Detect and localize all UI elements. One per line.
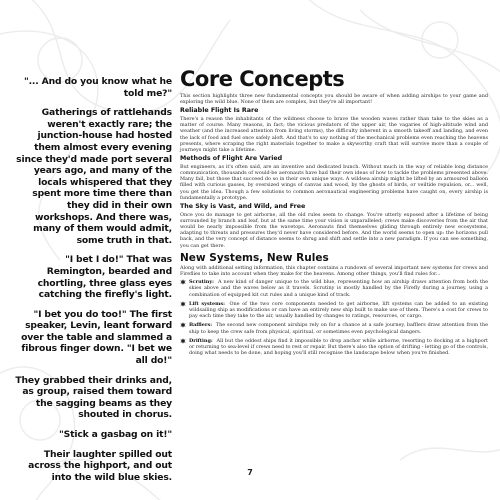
- rule-text: A new kind of danger unique to the wild blue, representing how an airship draws attention from both the skies above and the waves below as it travels. Scrutiny is mostly handled by the Firefly during a journey, using a combination of equipped kit cut rules and a unique kind of track.: [189, 279, 488, 298]
- concept-text: Once you do manage to get airborne, all the old rules seem to change. You're utterly exposed after a lifetime of being surrounded by branch and leaf, but at the same time your vision is unparalleled; crews make discoveries from the air that would be nearly impossible from the wavetops. Aeronauts find themselves gliding through entirely new ecosystems, adapting to threats and pressures they'd never have considered before. And the world seems to open up: the horizons pull back, and the very concept of distance seems to shrug and shift and settle into a new paradigm. If you can see something, you can get there.: [180, 211, 488, 249]
- rule-item: [180, 301, 488, 320]
- section-heading: New Systems, New Rules: [180, 251, 329, 264]
- page-number: 7: [247, 468, 253, 477]
- story-paragraph: "I bet you do too!" The first speaker, Levin, leant forward over the table and slammed a fibrous finger down. "I bet we all do!": [21, 308, 172, 367]
- rule-term: Bafflers:: [189, 322, 213, 329]
- concept-heading: Methods of Flight Are Varied: [180, 155, 283, 163]
- rule-term: Lift systems:: [189, 300, 225, 307]
- concept-heading: The Sky is Vast, and Wild, and Free: [180, 203, 306, 211]
- rule-text-block: [189, 279, 488, 298]
- story-paragraph: Their laughter spilled out across the highport, and out into the wild blue skies.: [28, 448, 172, 483]
- page-title: Core Concepts: [180, 67, 345, 91]
- splatter-bullet-icon: [180, 338, 186, 344]
- story-paragraph: "Stick a gasbag on it!": [58, 429, 172, 441]
- main-content: [180, 68, 488, 359]
- splatter-bullet-icon: [180, 301, 186, 307]
- rule-item: [180, 338, 488, 357]
- rule-text-block: [189, 338, 488, 357]
- splatter-bullet-icon: [180, 279, 186, 285]
- story-paragraph: "I bet I do!" That was Remington, bearded and chortling, three glass eyes catching the firefly's light.: [37, 254, 172, 301]
- rule-term: Scrutiny:: [189, 279, 214, 286]
- rule-text-block: [189, 301, 488, 320]
- intro-text: This section highlights three new fundamental concepts you should be aware of when adding airships to your game and exploring the wild blue. None of them are complex, but they're all important!: [180, 93, 488, 106]
- story-paragraph: "... And do you know what he told me?": [23, 76, 172, 99]
- section-intro-text: Along with additional setting information, this chapter contains a rundown of several important new systems for crews and Fireflies to take into account when they make for the heavens. Among other things, you'll find rules for...: [180, 264, 488, 278]
- concept-text: There's a reason the inhabitants of the wildness choose to brave the wooden waves rather than take to the skies as a matter of course. Many reasons, in fact; the vicious predators of the upper air, the vagaries of high-altitude wind and weather (and the increased attention from living storms), the difficulty inherent in a smooth takeoff and landing, and even the lack of food and fuel once safely aloft. And that's to say nothing of the mechanical problems even reaching the heavens presents, where scraping the right materials together to make a skyworthy craft that will survive more than a couple of journeys might take a lifetime.: [180, 116, 488, 154]
- concept-text: But engineers, as it's often said, are an inventive and dedicated bunch. Without much in the way of reliable long distance communication, thousands of would-be aeronauts have had their own ideas of how to tackle the problems presented above. Many fail, but those that succeed do so in their own unique ways. A wildsea airship might be lifted by an armoured balloon filled with curious gasses, by oversized wings of canvas and wood, by the ghosts of birds, or veiltide repulsion, or... well, you get the idea. Though a few solutions to common aeronautical engineering problems have caught on, every airship is fundamentally a prototype.: [180, 163, 488, 201]
- rule-item: [180, 322, 488, 334]
- splatter-bullet-icon: [180, 322, 186, 328]
- story-paragraph: Gatherings of rattlehands weren't exactly rare; the junction-house had hosted them almost every evening since they'd made port several years ago, and many of the locals whispered that they spent more time there than they did in their own workshops. And there was, many of them would admit, some truth in that.: [16, 107, 172, 246]
- rule-text: One of the two core components needed to get airborne, lift systems can be added to an existing wildsailing ship as modifications or can have an entirely new ship built to make use of them. There's a cost for crews to pay each time they take to the air, usually handled by changes to ratings, resources, or cargo.: [189, 300, 488, 320]
- story-sidebar: [14, 76, 172, 491]
- story-paragraph: They grabbed their drinks and, as group, raised them toward the sagging beams as they shouted in chorus.: [15, 374, 172, 421]
- rule-text-block: [189, 322, 488, 334]
- rule-term: Drifting:: [189, 337, 213, 344]
- rule-item: [180, 279, 488, 298]
- rule-text: All but the oddest ships find it impossible to drop anchor while airborne, resorting to docking at a highport or returning to sea-level if crews need to rest or repair. But there's also the option of drifting - letting go of the controls, doing what needs to be done, and hoping you'll still recognise the landscape below when you're finished.: [189, 337, 488, 357]
- concept-heading: Reliable Flight Is Rare: [180, 107, 259, 115]
- rule-text: The second new component airships rely on for a chance at a safe journey, bafflers draw attention from the ship to keep the crew safe from physical, spiritual, or sometimes even psychological dangers.: [189, 322, 488, 335]
